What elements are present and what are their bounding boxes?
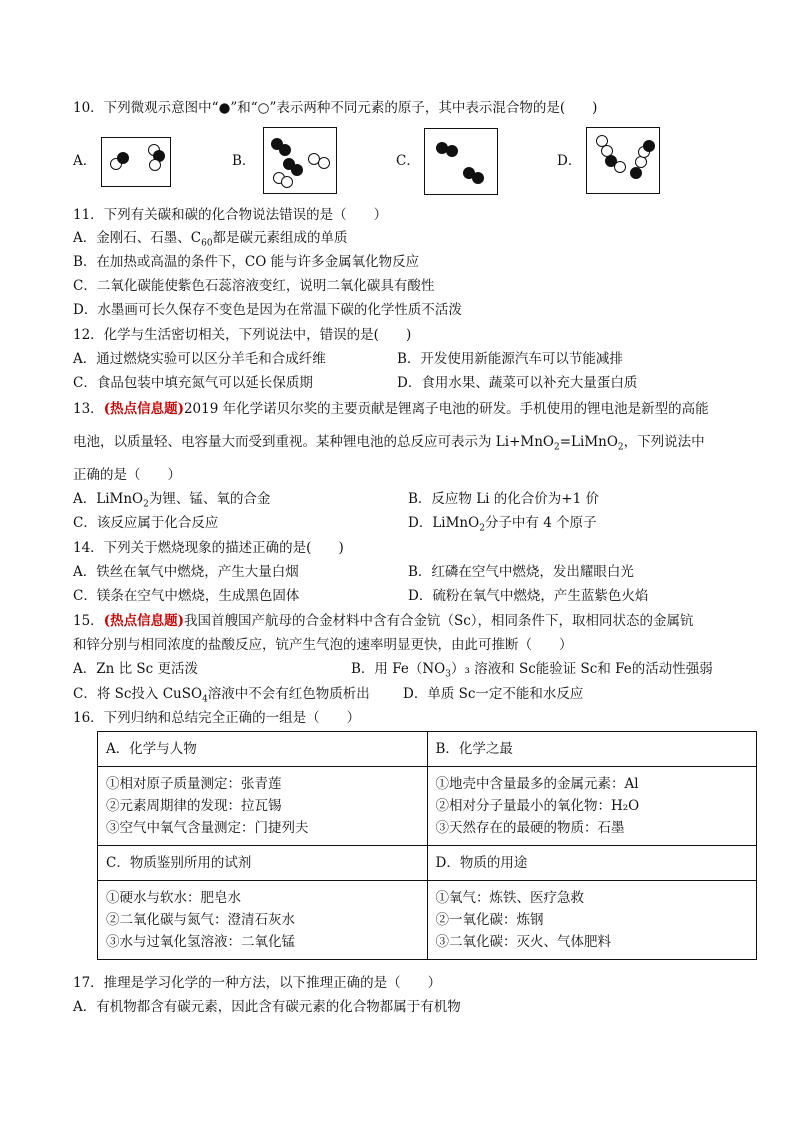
list-item: ②一氧化碳：炼钢 <box>435 912 544 928</box>
q13-line2 <box>73 433 705 457</box>
q14-option-d[interactable]: D．硫粉在氧气中燃烧，产生蓝紫色火焰 <box>408 588 649 604</box>
q13-number: 13． <box>73 401 104 417</box>
list-item: ③水与过氧化氢溶液：二氧化锰 <box>106 934 295 950</box>
q13-option-a[interactable] <box>73 490 270 514</box>
list-item: ①氧气：炼铁、医疗急救 <box>435 890 584 906</box>
q16-option-d-title[interactable]: D．物质的用途 <box>427 846 757 881</box>
q10-option-a-label[interactable]: A． <box>73 153 97 169</box>
q15-option-b[interactable] <box>351 660 713 684</box>
list-item: ①地壳中含量最多的金属元素：Al <box>435 776 639 792</box>
q13-option-b[interactable]: B．反应物 Li 的化合价为+1 价 <box>408 491 599 507</box>
q13-subscript: 2 <box>617 442 624 453</box>
q16-option-a-items <box>98 767 428 846</box>
q12-option-c[interactable]: C．食品包装中填充氮气可以延长保质期 <box>73 375 313 391</box>
q11-a-text: A．金刚石、石墨、C <box>73 230 202 246</box>
q16-option-b-items <box>427 767 757 846</box>
q15-b-text-end: ）₃ 溶液和 Sc能验证 Sc和 Fe的活动性强弱 <box>450 661 713 677</box>
q13-subscript: 2 <box>553 442 560 453</box>
list-item: ①相对原子质量测定：张青莲 <box>106 776 282 792</box>
q13-line1 <box>73 400 709 418</box>
white-atom <box>281 176 293 188</box>
q15-c-text: C．将 Sc投入 CuSO <box>73 686 203 702</box>
q10-stem: 10．下列微观示意图中“●”和“○”表示两种不同元素的原子，其中表示混合物的是( ) <box>73 100 598 116</box>
black-atom <box>279 144 291 156</box>
q13-d-text-end: 分子中有 4 个原子 <box>484 515 597 531</box>
q14-option-c[interactable]: C．镁条在空气中燃烧，生成黑色固体 <box>73 588 300 604</box>
hot-topic-tag: (热点信息题) <box>103 613 184 629</box>
q13-option-c[interactable]: C．该反应属于化合反应 <box>73 515 219 531</box>
q11-stem: 11．下列有关碳和碳的化合物说法错误的是（ ） <box>73 207 388 223</box>
q11-option-d[interactable]: D．水墨画可长久保存不变色是因为在常温下碳的化学性质不活泼 <box>73 302 462 318</box>
q10-option-c-diagram[interactable] <box>424 128 498 195</box>
q14-stem: 14．下列关于燃烧现象的描述正确的是( ) <box>73 540 344 556</box>
q11-option-b[interactable]: B．在加热或高温的条件下，CO 能与许多金属氧化物反应 <box>73 254 420 270</box>
q13-text: 电池，以质量轻、电容量大而受到重视。某种锂电池的总反应可表示为 Li+MnO <box>73 434 554 450</box>
q16-option-a-title[interactable]: A．化学与人物 <box>98 732 428 767</box>
q13-text: ，下列说法中 <box>623 434 705 450</box>
q16-option-c-items <box>98 881 428 960</box>
q15-text: 我国首艘国产航母的合金材料中含有合金钪（Sc），相同条件下，取相同状态的金属钪 <box>183 613 694 629</box>
q13-option-d[interactable] <box>408 514 597 538</box>
q13-text: 2019 年化学诺贝尔奖的主要贡献是锂离子电池的研发。手机使用的锂电池是新型的高能 <box>183 401 709 417</box>
q10-option-d-label[interactable]: D． <box>557 153 582 169</box>
q11-a-subscript: 60 <box>201 238 213 249</box>
list-item: ②元素周期律的发现：拉瓦锡 <box>106 798 282 814</box>
q15-option-d[interactable]: D．单质 Sc一定不能和水反应 <box>403 686 584 702</box>
q15-b-subscript: 3 <box>445 669 451 680</box>
list-item: ②二氧化碳与氮气：澄清石灰水 <box>106 912 295 928</box>
white-atom <box>318 157 330 169</box>
q15-option-a[interactable]: A．Zn 比 Sc 更活泼 <box>73 661 199 677</box>
list-item: ②相对分子量最小的氧化物：H₂O <box>435 798 640 814</box>
q13-a-text: A．LiMnO <box>73 491 144 507</box>
black-atom <box>630 167 642 179</box>
list-item: ③空气中氧气含量测定：门捷列夫 <box>106 820 309 836</box>
black-atom <box>117 152 129 164</box>
white-atom <box>614 161 626 173</box>
q10-option-c-label[interactable]: C． <box>396 153 420 169</box>
list-item: ③天然存在的最硬的物质：石墨 <box>435 820 625 836</box>
q10-option-d-diagram[interactable] <box>586 127 660 194</box>
q17-option-a[interactable]: A．有机物都含有碳元素，因此含有碳元素的化合物都属于有机物 <box>73 999 461 1015</box>
list-item: ①硬水与软水：肥皂水 <box>106 890 241 906</box>
black-atom <box>643 140 655 152</box>
q16-stem: 16．下列归纳和总结完全正确的一组是（ ） <box>73 710 361 726</box>
q14-option-a[interactable]: A．铁丝在氧气中燃烧，产生大量白烟 <box>73 564 299 580</box>
black-atom <box>472 172 484 184</box>
white-atom <box>149 159 161 171</box>
q11-option-c[interactable]: C．二氧化碳能使紫色石蕊溶液变红，说明二氧化碳具有酸性 <box>73 278 435 294</box>
q15-b-text: B．用 Fe（NO <box>351 661 446 677</box>
q15-number: 15． <box>73 613 104 629</box>
q17-stem: 17．推理是学习化学的一种方法，以下推理正确的是（ ） <box>73 975 442 991</box>
q11-option-a[interactable] <box>73 229 348 253</box>
black-atom <box>291 164 303 176</box>
q12-option-a[interactable]: A．通过燃烧实验可以区分羊毛和合成纤维 <box>73 351 326 367</box>
list-item: ③二氧化碳：灭火、气体肥料 <box>435 934 611 950</box>
q13-d-text: D．LiMnO <box>408 515 480 531</box>
q13-a-text-end: 为锂、锰、氧的合金 <box>148 491 271 507</box>
q15-line2: 和锌分别与相同浓度的盐酸反应，钪产生气泡的速率明显更快，由此可推断（ ） <box>73 637 573 653</box>
q13-text: =LiMnO <box>559 434 618 450</box>
q13-d-subscript: 2 <box>479 523 485 534</box>
q15-c-subscript: 4 <box>202 694 208 705</box>
q13-line3: 正确的是（ ） <box>73 467 181 483</box>
q16-options-table <box>97 731 757 960</box>
q16-option-d-items <box>427 881 757 960</box>
q15-line1 <box>73 612 694 630</box>
black-atom <box>446 145 458 157</box>
q10-option-b-label[interactable]: B． <box>232 153 256 169</box>
q10-option-a-diagram[interactable] <box>101 137 171 187</box>
q16-option-b-title[interactable]: B．化学之最 <box>427 732 757 767</box>
q15-option-c[interactable] <box>73 685 370 709</box>
q12-stem: 12．化学与生活密切相关，下列说法中，错误的是( ) <box>73 327 412 343</box>
q13-a-subscript: 2 <box>143 499 149 510</box>
q15-c-text-end: 溶液中不会有红色物质析出 <box>207 686 370 702</box>
q12-option-d[interactable]: D．食用水果、蔬菜可以补充大量蛋白质 <box>397 375 638 391</box>
q11-a-text-end: 都是碳元素组成的单质 <box>212 230 348 246</box>
hot-topic-tag: (热点信息题) <box>103 401 184 417</box>
q16-option-c-title[interactable]: C．物质鉴别所用的试剂 <box>98 846 428 881</box>
q12-option-b[interactable]: B．开发使用新能源汽车可以节能减排 <box>397 351 623 367</box>
q10-option-b-diagram[interactable] <box>263 127 337 194</box>
q14-option-b[interactable]: B．红磷在空气中燃烧，发出耀眼白光 <box>408 564 634 580</box>
